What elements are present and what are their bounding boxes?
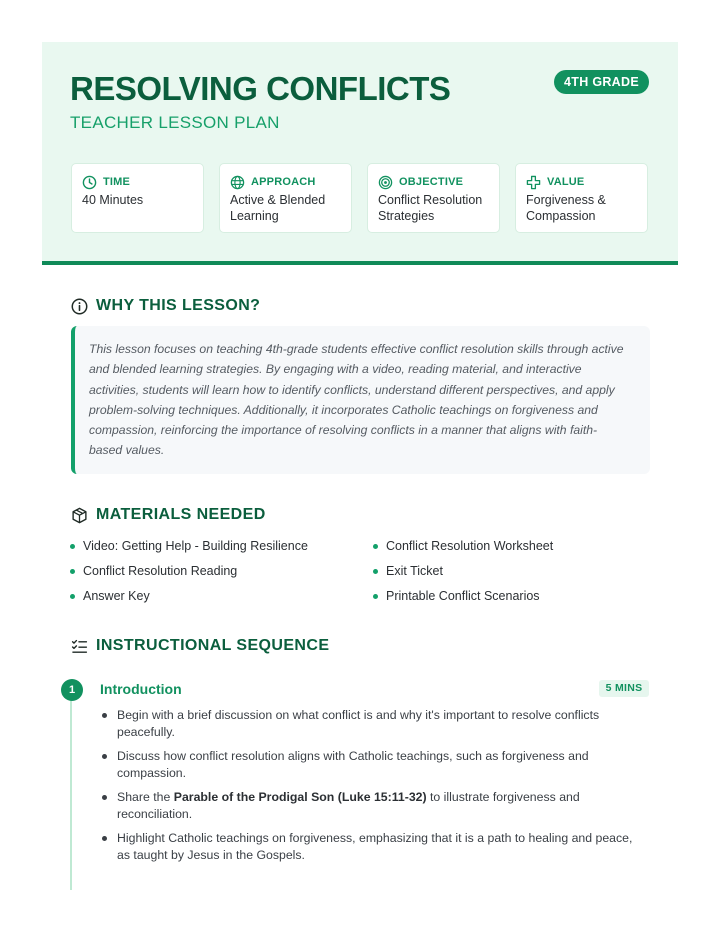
grade-badge: 4TH GRADE (554, 70, 649, 94)
sequence-section-heading (71, 635, 329, 657)
material-label: Answer Key (83, 589, 150, 603)
info-card-time (71, 163, 204, 233)
materials-section-heading (71, 504, 266, 526)
step-bullet (100, 830, 645, 864)
bullet-dot (70, 569, 75, 574)
page-title: RESOLVING CONFLICTS (70, 70, 451, 107)
card-label: APPROACH (251, 176, 316, 188)
bullet-dot (70, 594, 75, 599)
bullet-dot (102, 713, 107, 718)
bullet-text: Highlight Catholic teachings on forgiveness, emphasizing that it is a path to healing and peace, as taught by Jesus in the Gospels. (117, 831, 633, 862)
material-item (373, 562, 443, 580)
info-icon (71, 298, 88, 315)
material-label: Conflict Resolution Reading (83, 564, 238, 578)
card-value: Conflict Resolution Strategies (378, 193, 483, 223)
why-description: This lesson focuses on teaching 4th-grade students effective conflict resolution skills through active and blended learning strategies. By engaging with a video, reading material, and interactive activities, students will learn how to identify conflicts, understand different perspectives, and apply problem-solving techniques. Additionally, it incorporates Catholic teachings on forgiveness and compassion, reinforcing the importance of resolving conflicts in a manner that aligns with faith-based values. (89, 342, 624, 458)
step-bullet (100, 748, 645, 782)
cross-icon (526, 175, 541, 190)
card-label: VALUE (547, 176, 585, 188)
timeline-line (70, 700, 72, 890)
material-label: Video: Getting Help - Building Resilience (83, 539, 308, 553)
material-item (373, 537, 553, 555)
bullet-dot (102, 754, 107, 759)
card-value: Active & Blended Learning (230, 193, 326, 223)
section-title: MATERIALS NEEDED (96, 506, 266, 523)
step-title: Introduction (100, 681, 182, 697)
why-description-box (71, 326, 650, 474)
material-item (70, 562, 237, 580)
bullet-dot (70, 544, 75, 549)
section-title: WHY THIS LESSON? (96, 297, 261, 314)
bullet-text: Discuss how conflict resolution aligns with Catholic teachings, such as forgiveness and compassion. (117, 749, 589, 780)
material-label: Conflict Resolution Worksheet (386, 539, 554, 553)
step-duration-badge: 5 MINS (599, 680, 649, 697)
target-icon (378, 175, 393, 190)
page-subtitle: TEACHER LESSON PLAN (70, 113, 280, 132)
material-label: Exit Ticket (386, 564, 443, 578)
step-bullet (100, 707, 645, 741)
info-card-approach (219, 163, 352, 233)
step-bullet (100, 789, 645, 823)
bullet-dot (373, 594, 378, 599)
card-label: TIME (103, 176, 131, 188)
box-icon (71, 507, 88, 524)
info-card-objective (367, 163, 500, 233)
section-title: INSTRUCTIONAL SEQUENCE (96, 637, 330, 654)
bullet-dot (373, 544, 378, 549)
lesson-header (42, 42, 678, 265)
material-item (70, 537, 308, 555)
card-value: Forgiveness & Compassion (526, 193, 606, 223)
clock-icon (82, 175, 97, 190)
globe-icon (230, 175, 245, 190)
bullet-text: Share the Parable of the Prodigal Son (Luke 15:11-32) to illustrate forgiveness and reconciliation. (117, 790, 580, 821)
info-card-value (515, 163, 648, 233)
material-label: Printable Conflict Scenarios (386, 589, 540, 603)
step-number: 1 (61, 679, 83, 701)
bullet-dot (102, 795, 107, 800)
card-value: 40 Minutes (82, 193, 144, 207)
bullet-text: Begin with a brief discussion on what conflict is and why it's important to resolve conflicts peacefully. (117, 708, 600, 739)
checklist-icon (71, 638, 88, 655)
bullet-dot (373, 569, 378, 574)
material-item (373, 587, 540, 605)
why-section-heading (71, 295, 260, 317)
bullet-dot (102, 836, 107, 841)
material-item (70, 587, 150, 605)
scripture-reference: Parable of the Prodigal Son (Luke 15:11-32) (173, 790, 427, 804)
card-label: OBJECTIVE (399, 176, 464, 188)
